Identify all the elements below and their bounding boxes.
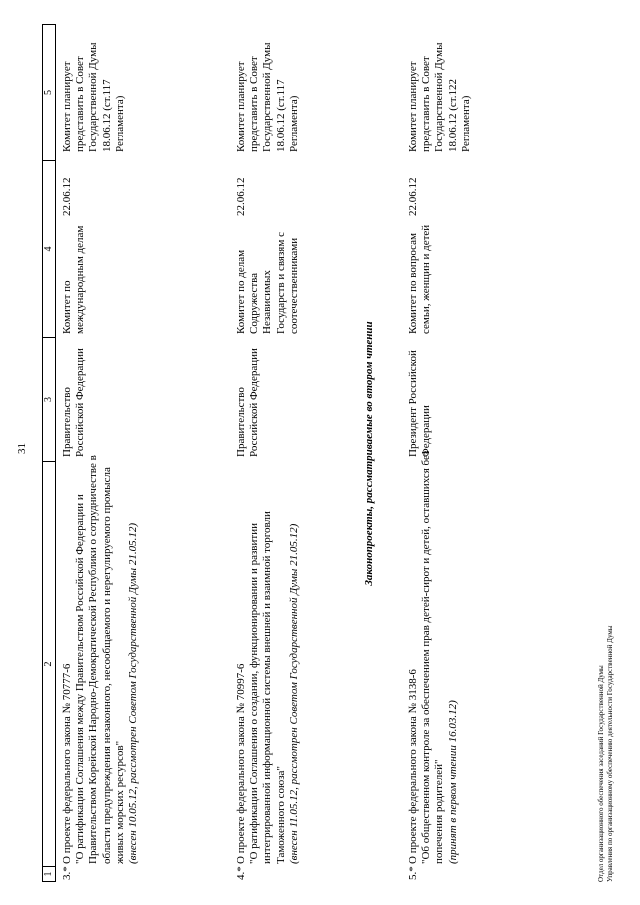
bill-note: (внесен 11.05.12, рассмотрен Советом Государственной Думы 21.05.12) <box>287 523 300 864</box>
page-number: 31 <box>16 443 28 454</box>
bill-note: (принят в первом чтении 16.03.12) <box>446 700 459 864</box>
planned-action: Комитет планирует представить в Совет Государственной Думы 18.06.12 (ст.117 Регламента) <box>61 42 126 152</box>
bill-author: Президент Российской Федерации <box>407 350 433 457</box>
responsible-committee: Комитет по вопросам семьи, женщин и детей <box>407 224 433 334</box>
entry-number: 5.* <box>407 866 419 880</box>
rotated-document-right-columns <box>15 15 615 890</box>
column-number: 4 <box>42 160 56 338</box>
consideration-date: 22.06.12 <box>235 177 247 216</box>
bill-title: О проекте федерального закона № 70997-6 <box>235 663 247 864</box>
bill-description: "Об общественном контроле за обеспечением прав детей-сирот и детей, оставшихся без попечения родителей" <box>420 450 446 864</box>
bill-title: О проекте федерального закона № 70777-6 <box>61 663 73 864</box>
consideration-date: 22.06.12 <box>407 177 419 216</box>
bill-author: Правительство Российской Федерации <box>61 348 87 457</box>
planned-action: Комитет планирует представить в Совет Государственной Думы 18.06.12 (ст.122 Регламента) <box>407 42 472 152</box>
bill-description: "О ратификации Соглашения о создании, функционировании и развитии интегрированной информационной системы внешней и взаимной торговли Таможенного союза" <box>248 511 287 864</box>
bill-description: "О ратификации Соглашения между Правительством Российской Федерации и Правительством Корейской Народно-Демократической Республики о сотрудничестве в области предупреждения незаконного, несообщаемого и нерегулируемого промысла живых морских ресурсов" <box>74 455 126 864</box>
responsible-committee: Комитет по делам Содружества Независимых Государств и связям с соотечественниками <box>235 232 300 334</box>
entry-number: 4.* <box>235 866 247 880</box>
planned-action: Комитет планирует представить в Совет Государственной Думы 18.06.12 (ст.117 Регламента) <box>235 42 300 152</box>
footer-line: Управления по организационному обеспечению деятельности Государственной Думы <box>605 625 614 882</box>
responsible-committee: Комитет по международным делам <box>61 225 87 334</box>
section-header: Законопроекты, рассматриваемые во втором чтении <box>363 321 375 586</box>
bill-title: О проекте федерального закона № 3138-6 <box>407 669 419 864</box>
bill-note: (внесен 10.05.12, рассмотрен Советом Государственной Думы 21.05.12) <box>127 522 140 864</box>
column-number: 1 <box>42 866 56 882</box>
column-number: 3 <box>42 337 56 462</box>
column-number: 5 <box>42 24 56 161</box>
entry-number: 3.* <box>61 866 73 880</box>
consideration-date: 22.06.12 <box>61 177 73 216</box>
column-number: 2 <box>42 461 56 867</box>
bill-author: Правительство Российской Федерации <box>235 348 261 457</box>
footer-line: Отдел организационного обеспечения заседаний Государственной Думы <box>597 665 605 882</box>
